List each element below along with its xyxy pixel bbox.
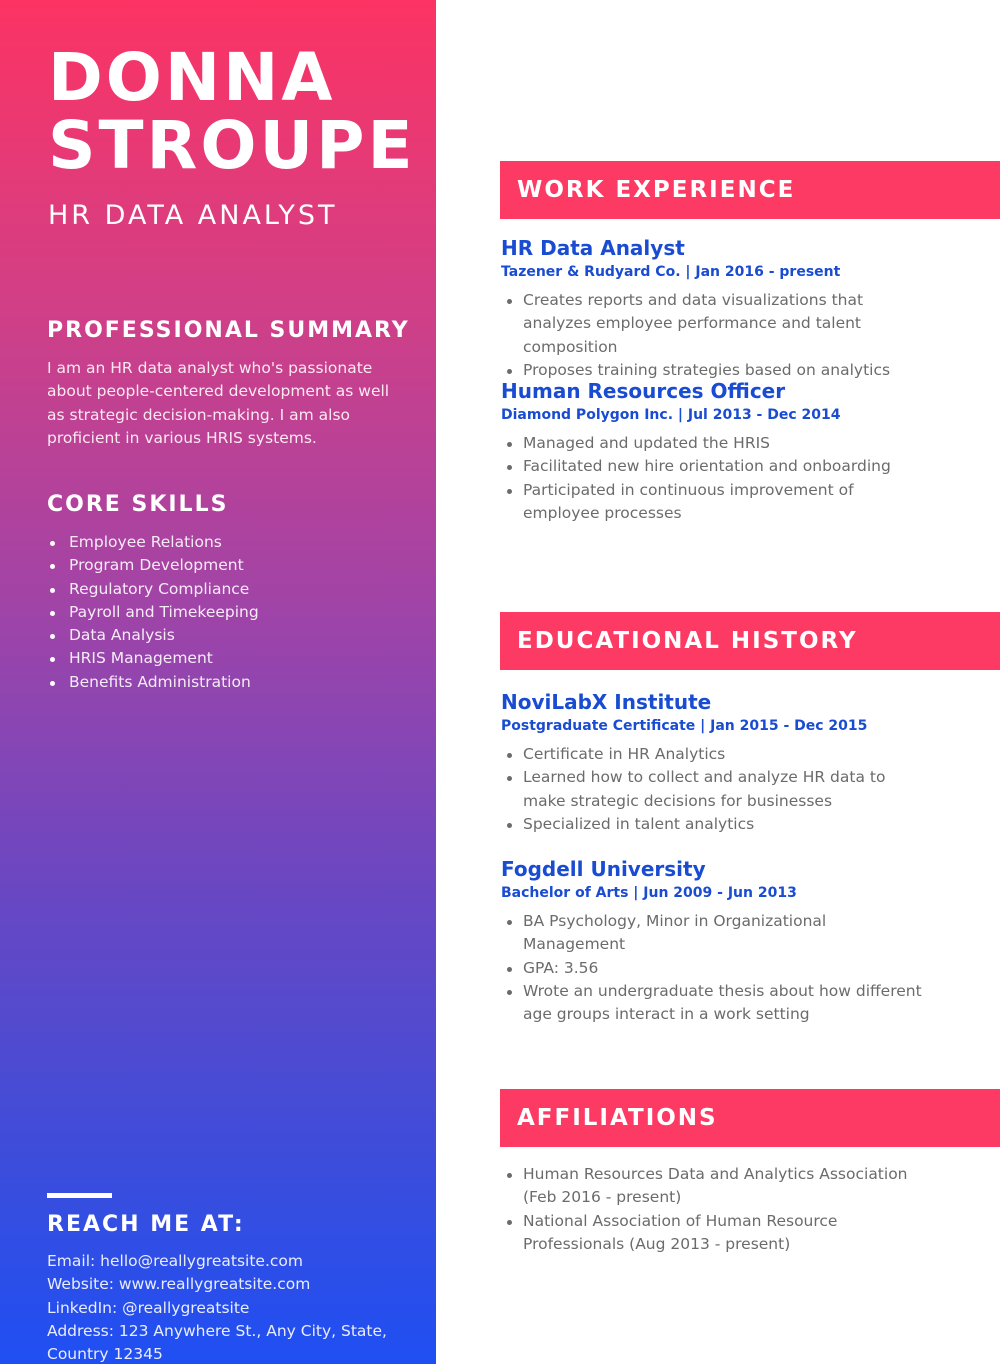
degree-dates: Postgraduate Certificate | Jan 2015 - Dec 2015 [501,718,868,734]
affiliations-header: AFFILIATIONS [500,1089,1000,1147]
school-name: Fogdell University [501,857,706,881]
bullet-item: Wrote an undergraduate thesis about how different age groups interact in a work setting [501,980,931,1027]
bullet-item: Participated in continuous improvement of employee processes [501,479,931,526]
job-bullets [501,289,931,382]
first-name: DONNA [48,39,336,116]
bullet-item: National Association of Human Resource Professionals (Aug 2013 - present) [501,1210,931,1257]
job-bullets [501,432,931,525]
bullet-item: Certificate in HR Analytics [501,743,931,766]
bullet-item: Creates reports and data visualizations that analyzes employee performance and talent composition [501,289,931,359]
bullet-item: Specialized in talent analytics [501,813,931,836]
education-entry [501,689,931,836]
contact-heading: REACH ME AT: [47,1212,245,1237]
skill-item: Payroll and Timekeeping [47,601,259,624]
bullet-item: Proposes training strategies based on analytics [501,359,931,382]
degree-dates: Bachelor of Arts | Jun 2009 - Jun 2013 [501,885,797,901]
sidebar [0,0,436,1364]
education-bullets [501,743,931,836]
school-name: NoviLabX Institute [501,690,712,714]
bullet-item: Human Resources Data and Analytics Association (Feb 2016 - present) [501,1163,931,1210]
work-entry [501,235,931,382]
affiliations-bullets [501,1163,931,1256]
last-name: STROUPE [48,107,416,184]
education-entry [501,856,931,1026]
candidate-name [48,39,416,184]
skill-item: Program Development [47,554,259,577]
education-bullets [501,910,931,1026]
contact-email[interactable]: Email: hello@reallygreatsite.com [47,1252,303,1270]
contact-website[interactable]: Website: www.reallygreatsite.com [47,1275,311,1294]
contact-address: Address: 123 Anywhere St., Any City, State, Country 12345 [47,1321,387,1364]
skill-item: Benefits Administration [47,671,259,694]
job-company-dates: Tazener & Rudyard Co. | Jan 2016 - present [501,264,841,280]
bullet-item: BA Psychology, Minor in Organizational Management [501,910,931,957]
job-title: Human Resources Officer [501,379,786,403]
job-company-dates: Diamond Polygon Inc. | Jul 2013 - Dec 2014 [501,407,841,423]
contact-divider [47,1193,112,1198]
skill-item: Regulatory Compliance [47,578,259,601]
skill-item: Employee Relations [47,531,259,554]
bullet-item: Facilitated new hire orientation and onboarding [501,455,931,478]
bullet-item: Managed and updated the HRIS [501,432,931,455]
skills-list [47,531,259,694]
bullet-item: GPA: 3.56 [501,957,931,980]
skills-heading: CORE SKILLS [47,492,229,517]
contact-block [47,1250,427,1364]
job-role: HR DATA ANALYST [48,200,338,231]
summary-text: I am an HR data analyst who's passionate about people-centered development as well as strategic decision-making. I am also proficient in various HRIS systems. [47,359,390,447]
summary-heading: PROFESSIONAL SUMMARY [47,318,410,343]
work-experience-header: WORK EXPERIENCE [500,161,1000,219]
contact-linkedin[interactable]: LinkedIn: @reallygreatsite [47,1298,250,1317]
skill-item: HRIS Management [47,647,259,670]
bullet-item: Learned how to collect and analyze HR data to make strategic decisions for businesses [501,766,931,813]
affiliations-entry [501,1157,931,1256]
job-title: HR Data Analyst [501,236,685,260]
work-entry [501,378,931,525]
skill-item: Data Analysis [47,624,259,647]
education-header: EDUCATIONAL HISTORY [500,612,1000,670]
